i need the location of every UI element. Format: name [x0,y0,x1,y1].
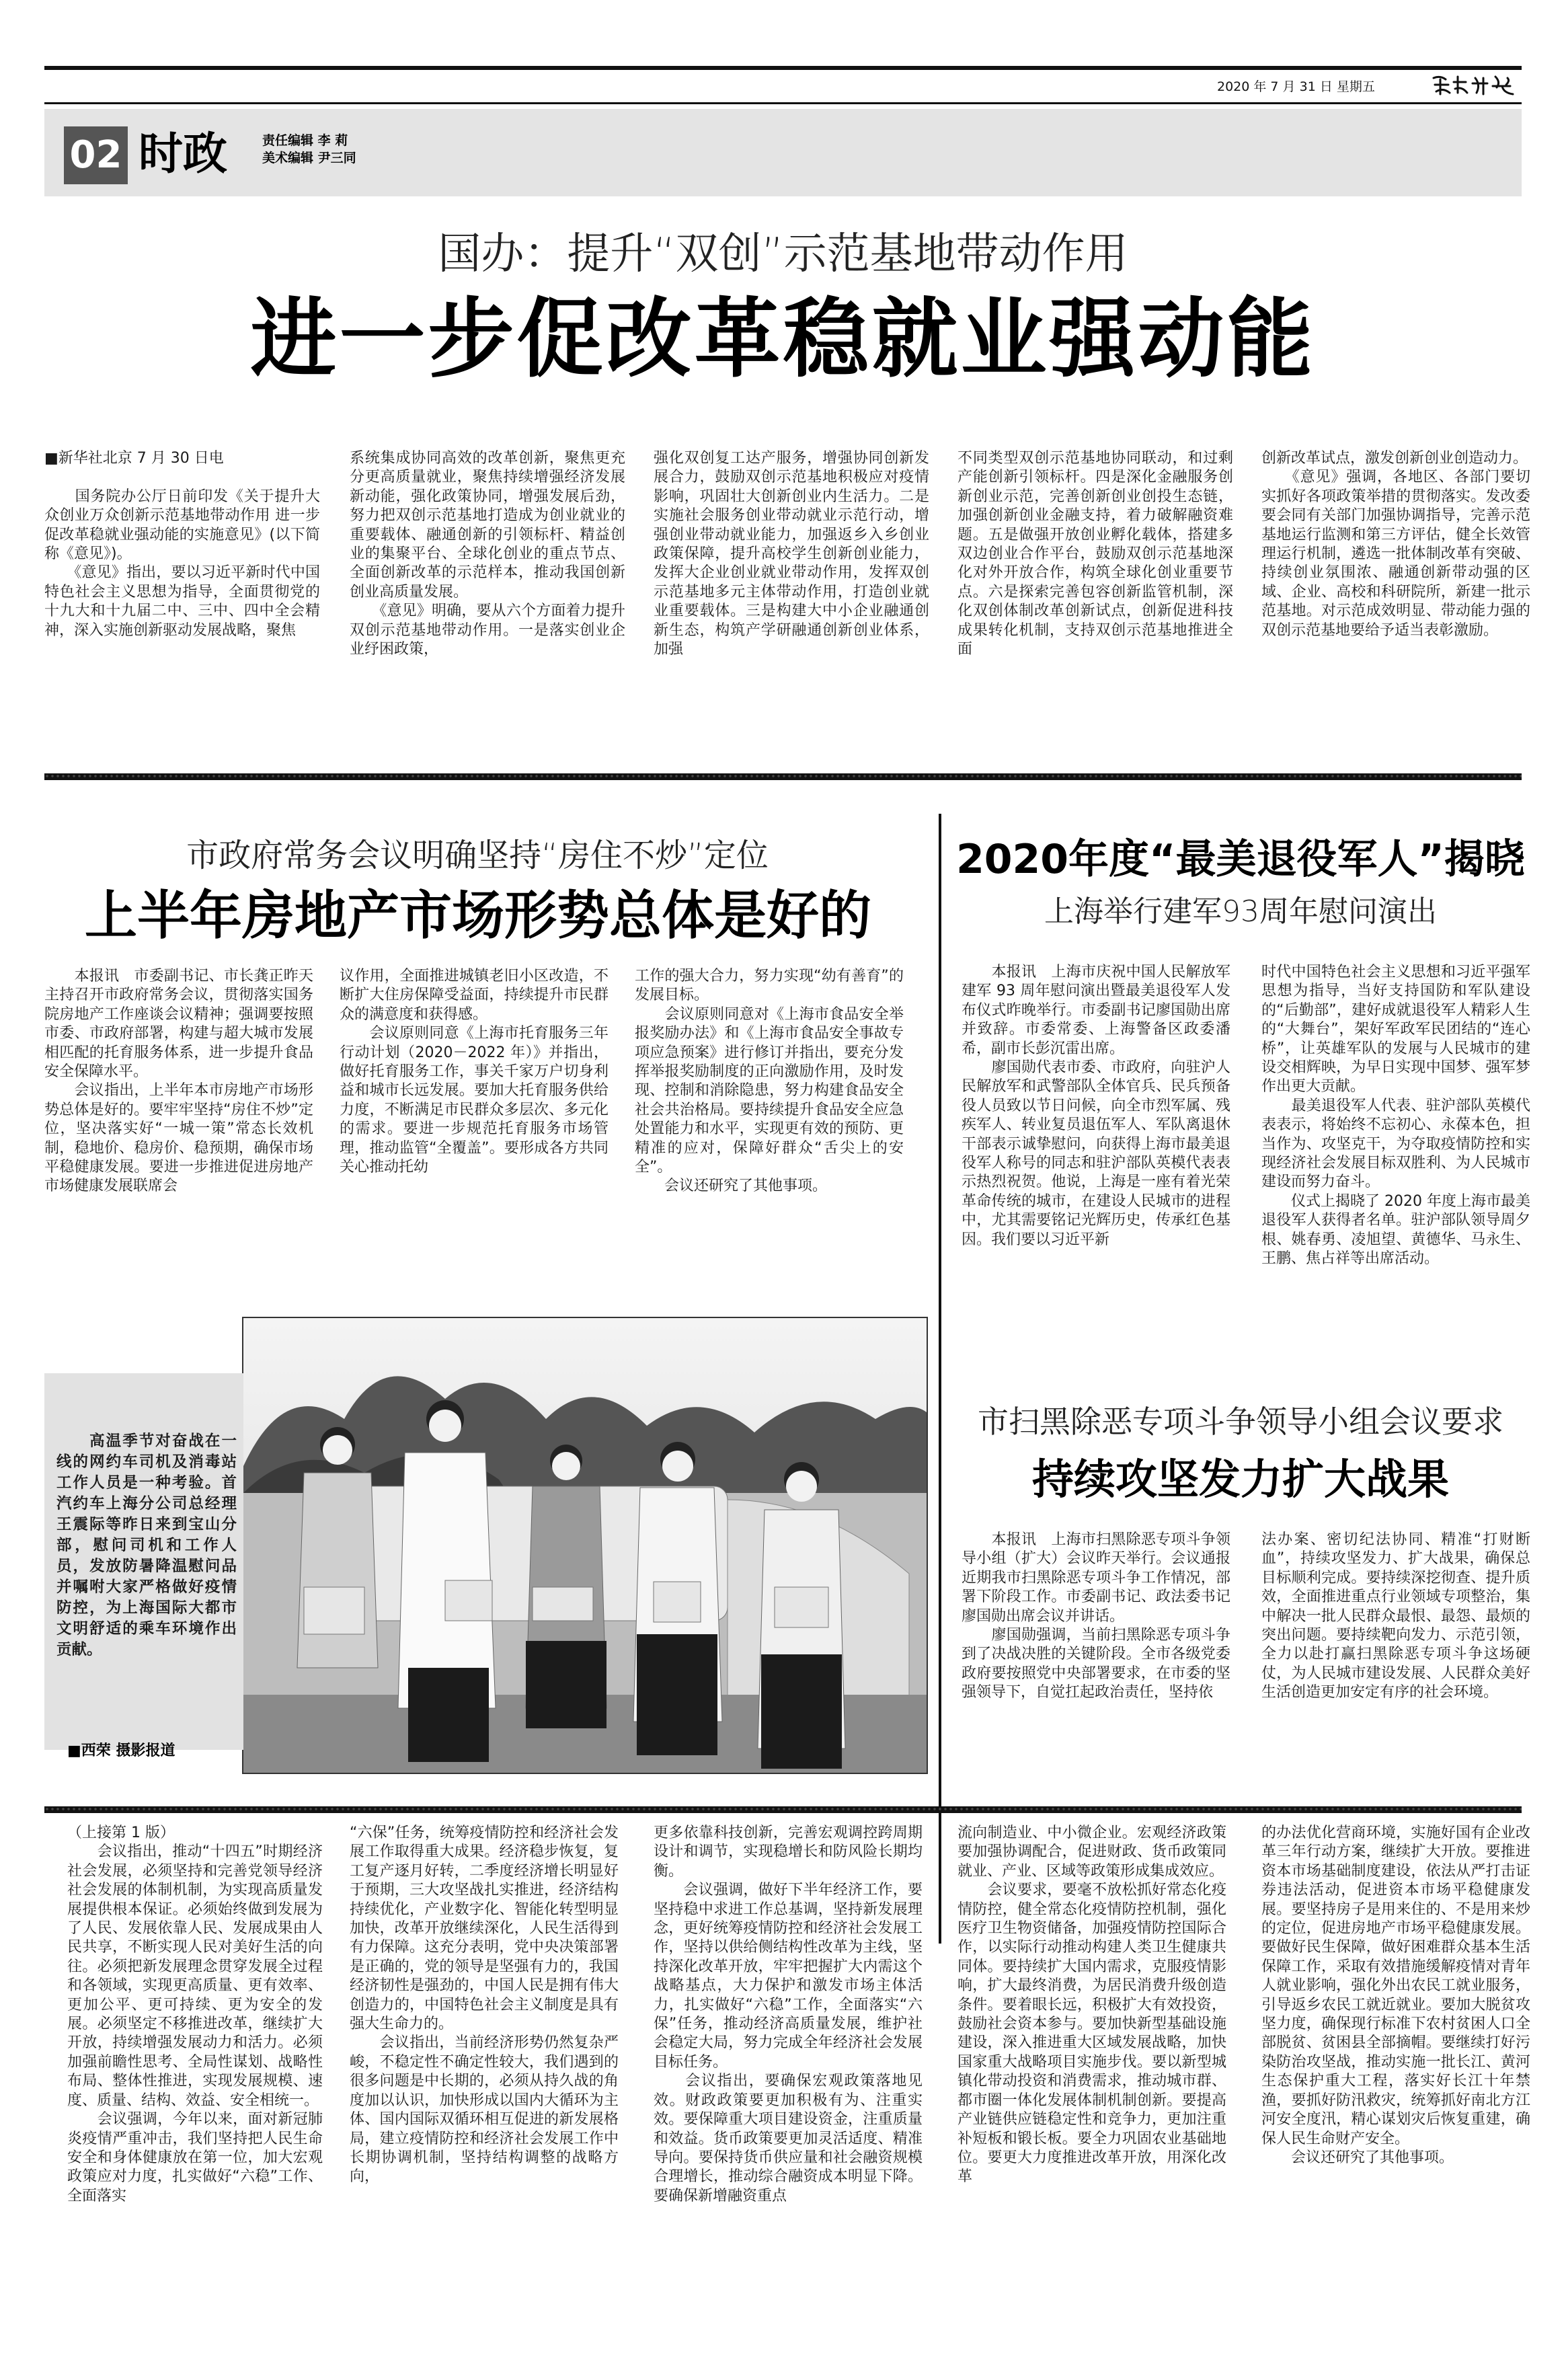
article3-subtitle: 上海举行建军93周年慰问演出 [1044,894,1437,929]
page-number: 02 [64,126,128,184]
article2-col-3: 工作的强大合力，努力实现“幼有善育”的发展目标。 会议原则同意对《上海市食品安全举报奖励办法》和《上海市食品安全事故专项应急预案》进行修订并指出，要充分发挥举报奖励制度的正向激励作用，及时发现、控制和消除隐患，努力构建食品安全社会共治格局。要持续提升食品安全应急处置能力和水平，实现更有效的预防、更精准的应对，保障好群众“舌尖上的安全”。 会议还研究了其他事项。 [635,968,904,1195]
article3-col-1: 本报讯 上海市庆祝中国人民解放军建军 93 周年慰问演出暨最美退役军人发布仪式昨晚举行。市委副书记廖国勋出席并致辞。市委常委、上海警备区政委潘希，副市长彭沉雷出席。 廖国勋代表市委、市政府，向驻沪人民解放军和武警部队全体官兵、民兵预备役人员致以节日问候，向全市烈军属、残疾军人、转业复员退伍军人、军队离退休干部表示诚挚慰问，向获得上海市最美退役军人称号的同志和驻沪部队英模代表表示热烈祝贺。他说，上海是一座有着光荣革命传统的城市，在建设人民城市的进程中，尤其需要铭记光辉历史，传承红色基因。我们要以习近平新 [962,964,1230,1248]
article1-col-1: ■新华社北京 7 月 30 日电 国务院办公厅日前印发《关于提升大众创业万众创新示范基地带动作用 进一步促改革稳就业强动能的实施意见》(以下简称《意见》)。 《意见》指出，要以习近平新时代中国特色社会主义思想为指导，全面贯彻党的十九大和十九届二中、三中、四中全会精神，深入实施创新驱动发展战略，聚焦 [44,450,320,639]
article3-col-2: 时代中国特色社会主义思想和习近平强军思想为指导，当好支持国防和军队建设的“后勤部”，建好成就退役军人精彩人生的“大舞台”，架好军政军民团结的“连心桥”，让英雄军队的发展与人民城市的建设交相辉映，为早日实现中国梦、强军梦作出更大贡献。 最美退役军人代表、驻沪部队英模代表表示，将始终不忘初心、永葆本色，担当作为、攻坚克干，为夺取疫情防控和实现经济社会发展目标双胜利、为人民城市建设而努力奋斗。 仪式上揭晓了 2020 年度上海市最美退役军人获得者名单。驻沪部队领导周夕根、姚春勇、凌旭望、黄德华、马永生、王鹏、焦占祥等出席活动。 [1261,964,1530,1268]
news-photo [242,1317,928,1774]
article2-kicker: 市政府常务会议明确坚持“房住不炒”定位 [186,837,769,874]
article5-col-1: （上接第 1 版） 会议指出，推动“十四五”时期经济社会发展，必须坚持和完善党领导经济社会发展的体制机制，为实现高质量发展提供根本保证。必须始终做到发展为了人民、发展依靠人民、发展成果由人民共享，不断实现人民对美好生活的向往。必须把新发展理念贯穿发展全过程和各领域，实现更高质量、更有效率、更加公平、更可持续、更为安全的发展。必须坚定不移推进改革，继续扩大开放，持续增强发展动力和活力。必须加强前瞻性思考、全局性谋划、战略性布局、整体性推进，实现发展规模、速度、质量、结构、效益、安全相统一。 会议强调，今年以来，面对新冠肺炎疫情严重冲击，我们坚持把人民生命安全和身体健康放在第一位，加大宏观政策应对力度，扎实做好“六稳”工作、全面落实 [67,1825,323,2204]
article1-kicker: 国办：提升“双创”示范基地带动作用 [438,229,1128,279]
article1-col-5: 创新改革试点，激发创新创业创造动力。 《意见》强调，各地区、各部门要切实抓好各项政策举措的贯彻落实。发改委要会同有关部门加强协调指导，完善示范基地运行监测和第三方评估，健全长效管理运行机制，遴选一批体制改革有突破、持续创业氛围浓、融通创新带动强的区域、企业、高校和科研院所，新建一批示范基地。对示范成效明显、带动能力强的双创示范基地要给予适当表彰激励。 [1261,450,1530,639]
vertical-rule [939,814,941,1944]
editor-credit: 美术编辑 尹三同 [262,151,356,165]
newspaper-logo [1431,73,1525,97]
article2-title: 上半年房地产市场形势总体是好的 [84,886,871,946]
article4-title: 持续攻坚发力扩大战果 [1031,1455,1449,1504]
article3-title: 2020年度“最美退役军人”揭晓 [956,836,1525,883]
article5-col-5: 的办法优化营商环境，实施好国有企业改革三年行动方案，继续扩大开放。要推进资本市场基础制度建设，依法从严打击证券违法活动，促进资本市场平稳健康发展。要坚持房子是用来住的、不是用来炒的定位，促进房地产市场平稳健康发展。要做好民生保障，做好困难群众基本生活保障工作，采取有效措施缓解疫情对青年人就业影响，强化外出农民工就业服务，引导返乡农民工就近就业。要加大脱贫攻坚力度，确保现行标准下农村贫困人口全部脱贫、贫困县全部摘帽。要继续打好污染防治攻坚战，推动实施一批长江、黄河生态保护重大工程，落实好长江十年禁渔，要抓好防汛救灾，统筹抓好南北方江河安全度汛，精心谋划灾后恢复重建，确保人民生命财产安全。 会议还研究了其他事项。 [1261,1825,1530,2166]
article1-title: 进一步促改革稳就业强动能 [250,289,1316,389]
article2-col-2: 议作用，全面推进城镇老旧小区改造，不断扩大住房保障受益面，持续提升市民群众的满意度和获得感。 会议原则同意《上海市托育服务三年行动计划（2020－2022 年）》并指出，做好托育服务工作，事关千家万户切身利益和城市长远发展。要加大托育服务供给力度，不断满足市民群众多层次、多元化的需求。要进一步规范托育服务市场管理，推动监管“全覆盖”。要形成各方共同关心推动托幼 [340,968,609,1176]
article1-col-3: 强化双创复工达产服务，增强协同创新发展合力，鼓励双创示范基地积极应对疫情影响，巩固壮大创新创业内生活力。二是实施社会服务创业带动就业示范行动，增强创业带动就业能力，加强返乡入乡创业政策保障，提升高校学生创新创业能力，发挥大企业创业就业带动作用，发挥双创示范基地多元主体带动作用，打造创业就业重要载体。三是构建大中小企业融通创新生态，构筑产学研融通创新创业体系，加强 [654,450,929,658]
editor-credits [262,132,356,167]
masthead-rule [44,102,1522,104]
article4-kicker: 市扫黑除恶专项斗争领导小组会议要求 [978,1404,1503,1440]
article4-col-1: 本报讯 上海市扫黑除恶专项斗争领导小组（扩大）会议昨天举行。会议通报近期我市扫黑除恶专项斗争工作情况，部署下阶段工作。市委副书记、政法委书记廖国勋出席会议并讲话。 廖国勋强调，当前扫黑除恶专项斗争到了决战决胜的关键阶段。全市各级党委政府要按照党中央部署要求，在市委的坚强领导下，自觉扛起政治责任，坚持依 [962,1531,1230,1701]
article1-col-4: 不同类型双创示范基地协同联动，和过剩产能创新引领标杆。四是深化金融服务创新创业示范，完善创新创业创投生态链，加强创新创业金融支持，着力破解融资难题。五是做强开放创业孵化载体，搭建多双边创业合作平台，鼓励双创示范基地深化对外开放合作，构筑全球化创业重要节点。六是探索完善包容创新监管机制，深化双创体制改革创新试点，创新促进科技成果转化机制，支持双创示范基地推进全面 [957,450,1233,658]
separator-dotted [44,773,1522,780]
article4-col-2: 法办案、密切纪法协同、精准“打财断血”，持续攻坚发力、扩大战果，确保总目标顺利完成。要持续深挖彻查、提升质效，全面推进重点行业领域专项整治，集中解决一批人民群众最恨、最怨、最烦的突出问题。要持续靶向发力、示范引领，全力以赴打赢扫黑除恶专项斗争这场硬仗，为人民城市建设发展、人民群众美好生活创造更加安定有序的社会环境。 [1261,1531,1530,1701]
photo-caption: 高温季节对奋战在一线的网约车司机及消毒站工作人员是一种考验。首汽约车上海分公司总经理王震际等昨日来到宝山分部，慰问司机和工作人员，发放防暑降温慰问品并嘱咐大家严格做好疫情防控，为上海国际大都市文明舒适的乘车环境作出贡献。 [56,1432,237,1658]
article5-col-2: “六保”任务，统筹疫情防控和经济社会发展工作取得重大成果。经济稳步恢复，复工复产逐月好转，二季度经济增长明显好于预期，三大攻坚战扎实推进，经济结构持续优化，产业数字化、智能化转型明显加快，改革开放继续深化，人民生活得到有力保障。这充分表明，党中央决策部署是正确的，党的领导是坚强有力的，我国经济韧性是强劲的，中国人民是拥有伟大创造力的，中国特色社会主义制度是具有强大生命力的。 会议指出，当前经济形势仍然复杂严峻，不稳定性不确定性较大，我们遇到的很多问题是中长期的，必须从持久战的角度加以认识，加快形成以国内大循环为主体、国内国际双循环相互促进的新发展格局，建立疫情防控和经济社会发展工作中长期协调机制，坚持结构调整的战略方向， [350,1825,619,2186]
separator-dotted [44,1806,1522,1813]
editor-credit: 责任编辑 李 莉 [262,133,348,148]
section-name: 时政 [139,128,227,180]
article5-col-4: 流向制造业、中小微企业。宏观经济政策要加强协调配合，促进财政、货币政策同就业、产业、区域等政策形成集成效应。 会议要求，要毫不放松抓好常态化疫情防控，健全常态化疫情防控机制，强化医疗卫生物资储备，加强疫情防控国际合作，以实际行动推动构建人类卫生健康共同体。要持续扩大国内需求，克服疫情影响，扩大最终消费，为居民消费升级创造条件。要着眼长远，积极扩大有效投资，鼓励社会资本参与。要加快新型基础设施建设，深入推进重大区域发展战略，加快国家重大战略项目实施步伐。要以新型城镇化带动投资和消费需求，推动城市群、都市圈一体化发展体制机制创新。要提高产业链供应链稳定性和竞争力，更加注重补短板和锻长板。要全力巩固农业基础地位。要更大力度推进改革开放，用深化改革 [957,1825,1226,2186]
top-rule [44,66,1522,70]
article5-col-3: 更多依靠科技创新，完善宏观调控跨周期设计和调节，实现稳增长和防风险长期均衡。 会议强调，做好下半年经济工作，要坚持稳中求进工作总基调，坚持新发展理念，更好统筹疫情防控和经济社会发展工作，坚持以供给侧结构性改革为主线，坚持深化改革开放，牢牢把握扩大内需这个战略基点，大力保护和激发市场主体活力，扎实做好“六稳”工作，全面落实“六保”任务，推动经济高质量发展，维护社会稳定大局，努力完成全年经济社会发展目标任务。 会议指出，要确保宏观政策落地见效。财政政策要更加积极有为、注重实效。要保障重大项目建设资金，注重质量和效益。货币政策要更加灵活适度、精准导向。要保持货币供应量和社会融资规模合理增长，推动综合融资成本明显下降。要确保新增融资重点 [654,1825,923,2204]
photo-credit: ■西荣 摄影报道 [67,1742,175,1759]
article1-col-2: 系统集成协同高效的改革创新，聚焦更充分更高质量就业，聚焦持续增强经济发展新动能，强化政策协同，增强发展后劲，努力把双创示范基地打造成为创业就业的重要载体、融通创新的引领标杆、精益创业的集聚平台、全球化创业的重点节点、全面创新改革的示范样本，推动我国创新创业高质量发展。 《意见》明确，要从六个方面着力提升双创示范基地带动作用。一是落实创业企业纾困政策， [350,450,625,658]
article2-col-1: 本报讯 市委副书记、市长龚正昨天主持召开市政府常务会议，贯彻落实国务院房地产工作座谈会议精神；强调要按照市委、市政府部署，构建与超大城市发展相匹配的托育服务体系，进一步提升食品安全保障水平。 会议指出，上半年本市房地产市场形势总体是好的。要牢牢坚持“房住不炒”定位，坚决落实好“一城一策”常态长效机制，稳地价、稳房价、稳预期，确保市场平稳健康发展。要进一步推进促进房地产市场健康发展联席会 [44,968,313,1195]
issue-date: 2020 年 7 月 31 日 星期五 [1217,79,1375,94]
